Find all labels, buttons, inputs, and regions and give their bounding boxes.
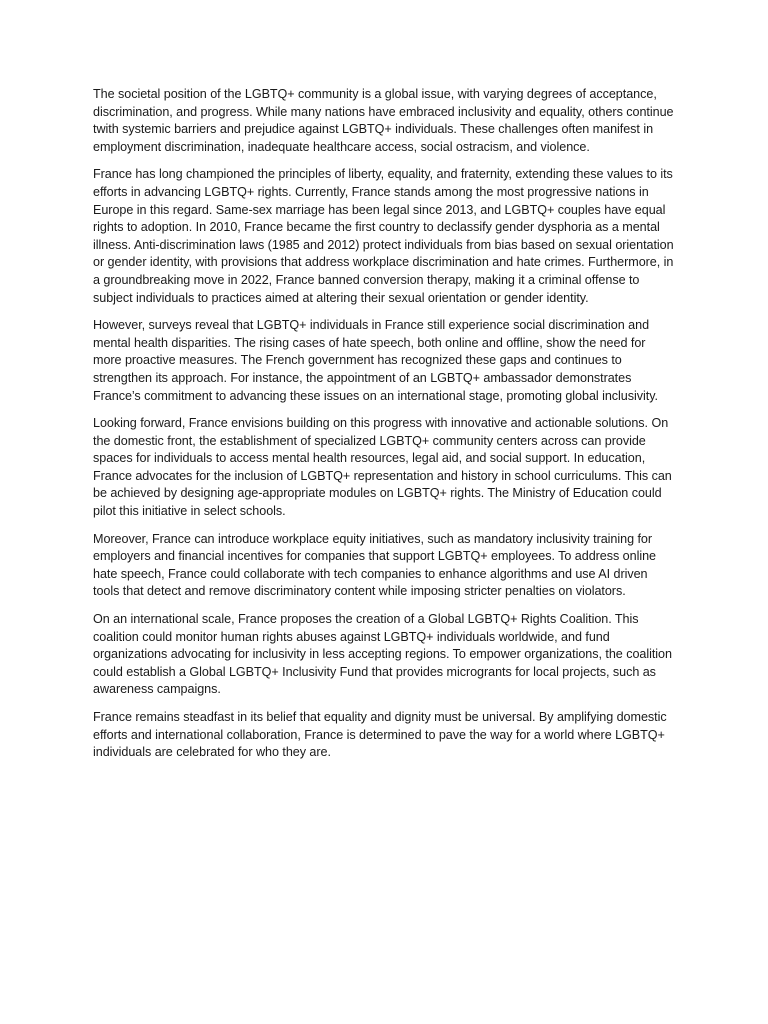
paragraph-4: Looking forward, France envisions building on this progress with innovative and actionable solutions. On the domestic front, the establishment of specialized LGBTQ+ community centers across can provide spaces for individuals to access mental health resources, legal aid, and social support. In education, France advocates for the inclusion of LGBTQ+ representation and history in school curriculums. This can be achieved by designing age-appropriate modules on LGBTQ+ rights. The Ministry of Education could pilot this initiative in select schools. — [93, 416, 672, 519]
document-body — [93, 86, 677, 772]
paragraph-5: Moreover, France can introduce workplace equity initiatives, such as mandatory inclusivity training for employers and financial incentives for companies that support LGBTQ+ employees. To address online hate speech, France could collaborate with tech companies to enhance algorithms and use AI driven tools that detect and remove discriminatory content while imposing stricter penalties on violators. — [93, 531, 656, 599]
paragraph-6: On an international scale, France proposes the creation of a Global LGBTQ+ Rights Coalition. This coalition could monitor human rights abuses against LGBTQ+ individuals worldwide, and fund organizations advocating for inclusivity in less accepting regions. To empower organizations, the coalition could establish a Global LGBTQ+ Inclusivity Fund that provides microgrants for local projects, such as awareness campaigns. — [93, 612, 672, 697]
paragraph-7: France remains steadfast in its belief that equality and dignity must be universal. By amplifying domestic efforts and international collaboration, France is determined to pave the way for a world where LGBTQ+ individuals are celebrated for who they are. — [93, 710, 667, 760]
paragraph-3: However, surveys reveal that LGBTQ+ individuals in France still experience social discrimination and mental health disparities. The rising cases of hate speech, both online and offline, show the need for more proactive measures. The French government has recognized these gaps and continues to strengthen its approach. For instance, the appointment of an LGBTQ+ ambassador demonstrates France’s commitment to advancing these issues on an international stage, promoting global inclusivity. — [93, 318, 658, 403]
paragraph-1: The societal position of the LGBTQ+ community is a global issue, with varying degrees of acceptance, discrimination, and progress. While many nations have embraced inclusivity and equality, others continue twith systemic barriers and prejudice against LGBTQ+ individuals. These challenges often manifest in employment discrimination, inadequate healthcare access, social ostracism, and violence. — [93, 87, 674, 154]
paragraph-2: France has long championed the principles of liberty, equality, and fraternity, extending these values to its efforts in advancing LGBTQ+ rights. Currently, France stands among the most progressive nations in Europe in this regard. Same-sex marriage has been legal since 2013, and LGBTQ+ couples have equal rights to adoption. In 2010, France became the first country to declassify gender dysphoria as a mental illness. Anti-discrimination laws (1985 and 2012) protect individuals from bias based on sexual orientation or gender identity, with provisions that address workplace discrimination and hate crimes. Furthermore, in a groundbreaking move in 2022, France banned conversion therapy, making it a criminal offense to subject individuals to practices aimed at altering their sexual orientation or gender identity. — [93, 167, 674, 305]
